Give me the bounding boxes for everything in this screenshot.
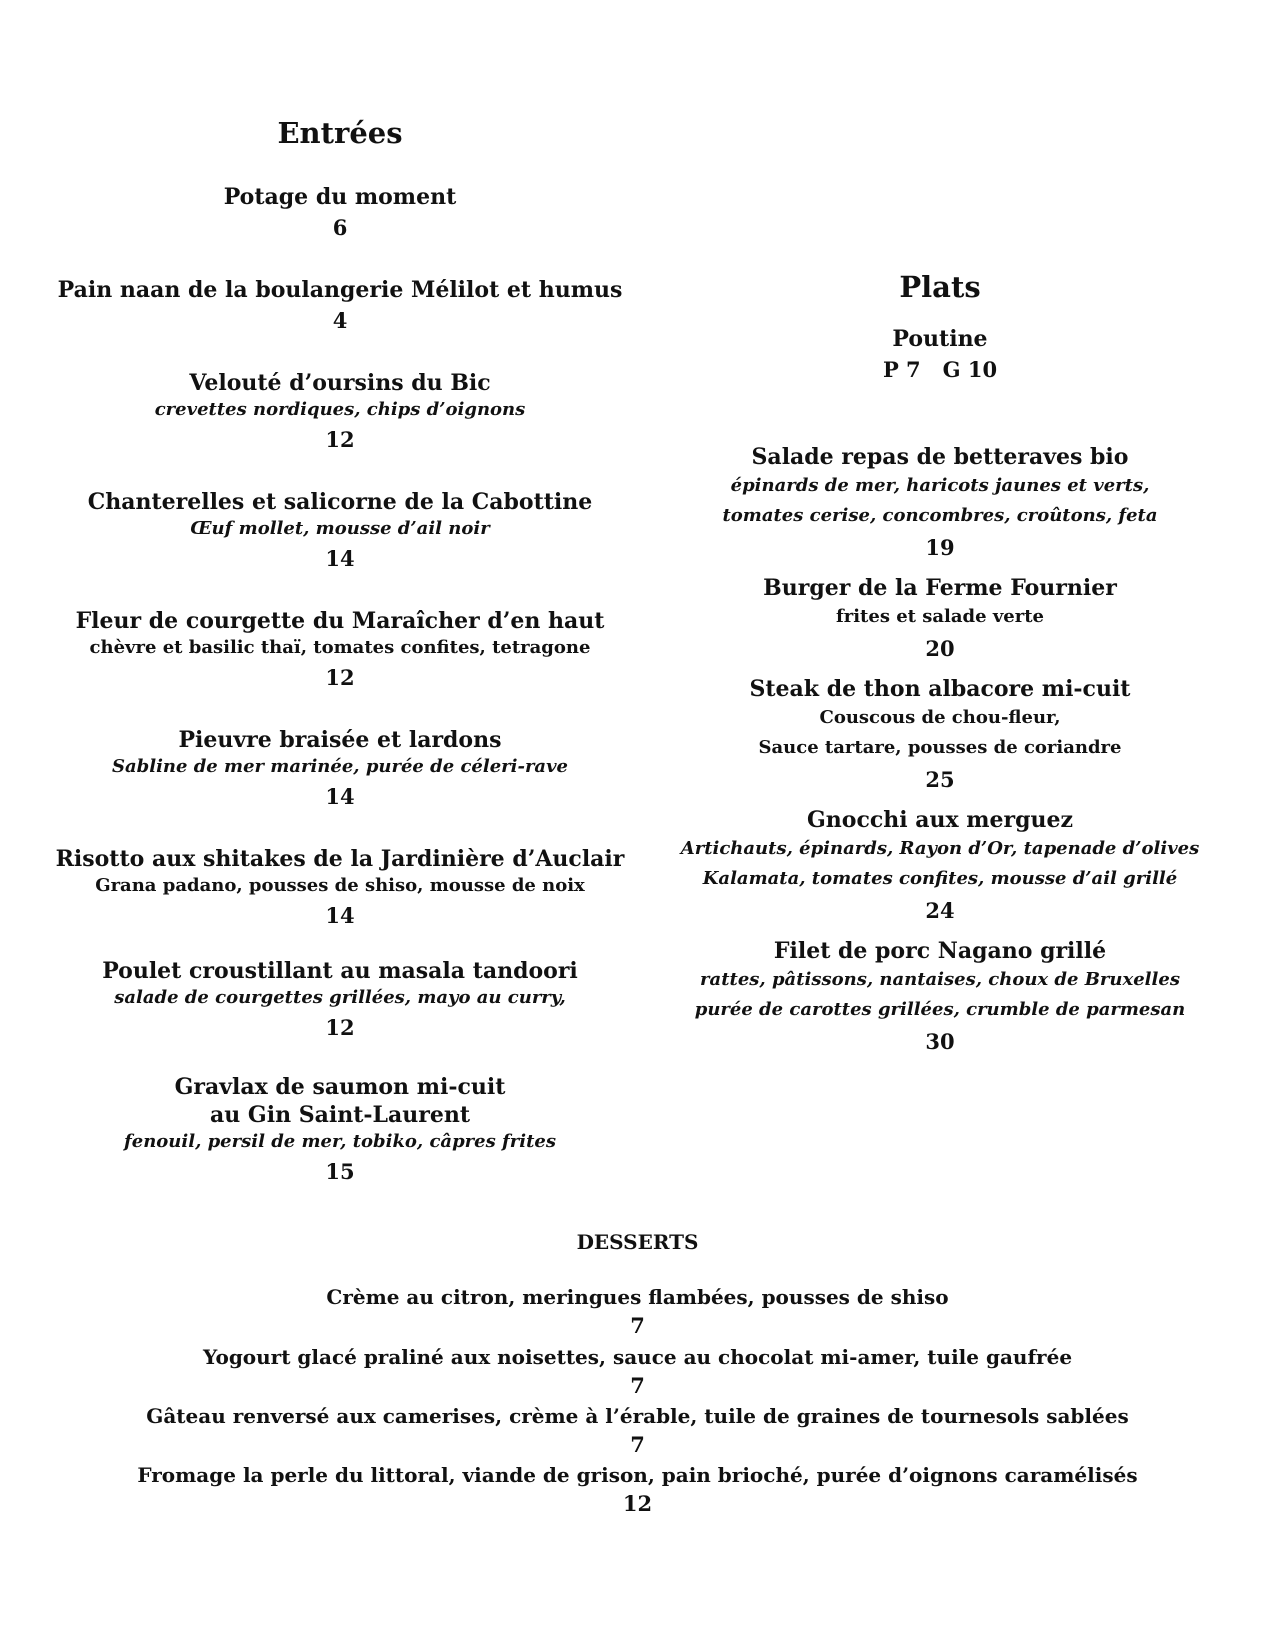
dessert-name: Crème au citron, meringues flambées, pousses de shiso xyxy=(326,1285,949,1309)
dessert-price: 7 xyxy=(630,1373,645,1398)
item-description-line2: Sauce tartare, pousses de coriandre xyxy=(758,737,1122,758)
menu-item xyxy=(40,607,640,695)
item-price: P 7 G 10 xyxy=(882,357,998,382)
item-name: Pain naan de la boulangerie Mélilot et humus xyxy=(57,277,623,303)
dessert-name: Yogourt glacé praliné aux noisettes, sauce au chocolat mi-amer, tuile gaufrée xyxy=(202,1345,1073,1369)
item-name: Potage du moment xyxy=(223,184,457,210)
item-name: Fleur de courgette du Maraîcher d’en haut xyxy=(75,608,605,634)
menu-item xyxy=(640,443,1240,565)
item-name: Burger de la Ferme Fournier xyxy=(763,575,1117,601)
dessert-name: Fromage la perle du littoral, viande de grison, pain brioché, purée d’oignons caramélisés xyxy=(137,1463,1138,1487)
dessert-name: Gâteau renversé aux camerises, crème à l’érable, tuile de graines de tournesols sablées xyxy=(146,1404,1129,1428)
item-price: 19 xyxy=(925,535,955,560)
item-price: 12 xyxy=(325,1015,355,1040)
item-description: Grana padano, pousses de shiso, mousse de noix xyxy=(95,875,585,896)
item-name: Salade repas de betteraves bio xyxy=(751,444,1129,470)
menu-item xyxy=(640,675,1240,797)
item-name: Velouté d’oursins du Bic xyxy=(189,370,491,396)
item-price: 15 xyxy=(325,1159,355,1184)
item-name: Chanterelles et salicorne de la Cabottine xyxy=(87,489,593,515)
menu-item xyxy=(40,1073,640,1189)
item-description: rattes, pâtissons, nantaises, choux de Bruxelles xyxy=(700,969,1180,990)
item-description: épinards de mer, haricots jaunes et verts, xyxy=(730,475,1150,496)
plats-title: Plats xyxy=(899,270,981,304)
item-description: Artichauts, épinards, Rayon d’Or, tapenade d’olives xyxy=(680,838,1200,859)
item-name-line2: au Gin Saint-Laurent xyxy=(210,1102,470,1128)
menu-item xyxy=(640,806,1240,928)
item-name: Filet de porc Nagano grillé xyxy=(773,938,1107,964)
menu-item xyxy=(40,488,640,576)
item-description: chèvre et basilic thaï, tomates confites, tetragone xyxy=(89,637,591,658)
item-price: 4 xyxy=(332,308,348,333)
menu-item xyxy=(40,957,640,1045)
item-description: Sabline de mer marinée, purée de céleri-rave xyxy=(111,756,569,777)
item-price: 20 xyxy=(925,636,955,661)
dessert-item xyxy=(0,1283,1275,1341)
item-price: 24 xyxy=(925,898,955,923)
item-name: Pieuvre braisée et lardons xyxy=(178,727,502,753)
menu-item xyxy=(640,937,1240,1059)
desserts-title: DESSERTS xyxy=(576,1230,699,1254)
item-name: Steak de thon albacore mi-cuit xyxy=(749,676,1131,702)
menu-item xyxy=(40,726,640,814)
item-price: 14 xyxy=(325,546,355,571)
dessert-item xyxy=(0,1461,1275,1519)
item-price: 30 xyxy=(925,1029,955,1054)
menu-item xyxy=(40,369,640,457)
dessert-item xyxy=(0,1343,1275,1401)
item-name: Poulet croustillant au masala tandoori xyxy=(102,958,578,984)
dessert-price: 7 xyxy=(630,1313,645,1338)
item-name: Poutine xyxy=(892,326,988,352)
dessert-item xyxy=(0,1402,1275,1460)
item-description-line2: purée de carottes grillées, crumble de parmesan xyxy=(694,999,1186,1020)
item-description: Œuf mollet, mousse d’ail noir xyxy=(190,518,490,539)
item-description: frites et salade verte xyxy=(835,606,1045,627)
menu-item xyxy=(40,276,640,338)
item-price: 12 xyxy=(325,665,355,690)
item-price: 6 xyxy=(332,215,348,240)
entrees-title: Entrées xyxy=(277,116,403,150)
dessert-price: 12 xyxy=(622,1491,653,1516)
item-description: fenouil, persil de mer, tobiko, câpres frites xyxy=(124,1131,556,1152)
menu-item xyxy=(640,325,1240,387)
item-name: Gnocchi aux merguez xyxy=(806,807,1074,833)
item-description-line2: Kalamata, tomates confites, mousse d’ail grillé xyxy=(702,868,1178,889)
item-description: crevettes nordiques, chips d’oignons xyxy=(154,399,526,420)
item-description: salade de courgettes grillées, mayo au curry, xyxy=(114,987,566,1008)
item-name: Gravlax de saumon mi-cuit xyxy=(174,1074,506,1100)
item-price: 12 xyxy=(325,427,355,452)
item-price: 14 xyxy=(325,784,355,809)
menu-item xyxy=(40,183,640,245)
menu-item xyxy=(40,845,640,933)
menu-item xyxy=(640,574,1240,666)
dessert-price: 7 xyxy=(630,1432,645,1457)
item-name: Risotto aux shitakes de la Jardinière d’Auclair xyxy=(55,846,625,872)
item-description: Couscous de chou-fleur, xyxy=(819,707,1061,728)
item-price: 14 xyxy=(325,903,355,928)
item-price: 25 xyxy=(925,767,955,792)
item-description-line2: tomates cerise, concombres, croûtons, feta xyxy=(722,505,1158,526)
